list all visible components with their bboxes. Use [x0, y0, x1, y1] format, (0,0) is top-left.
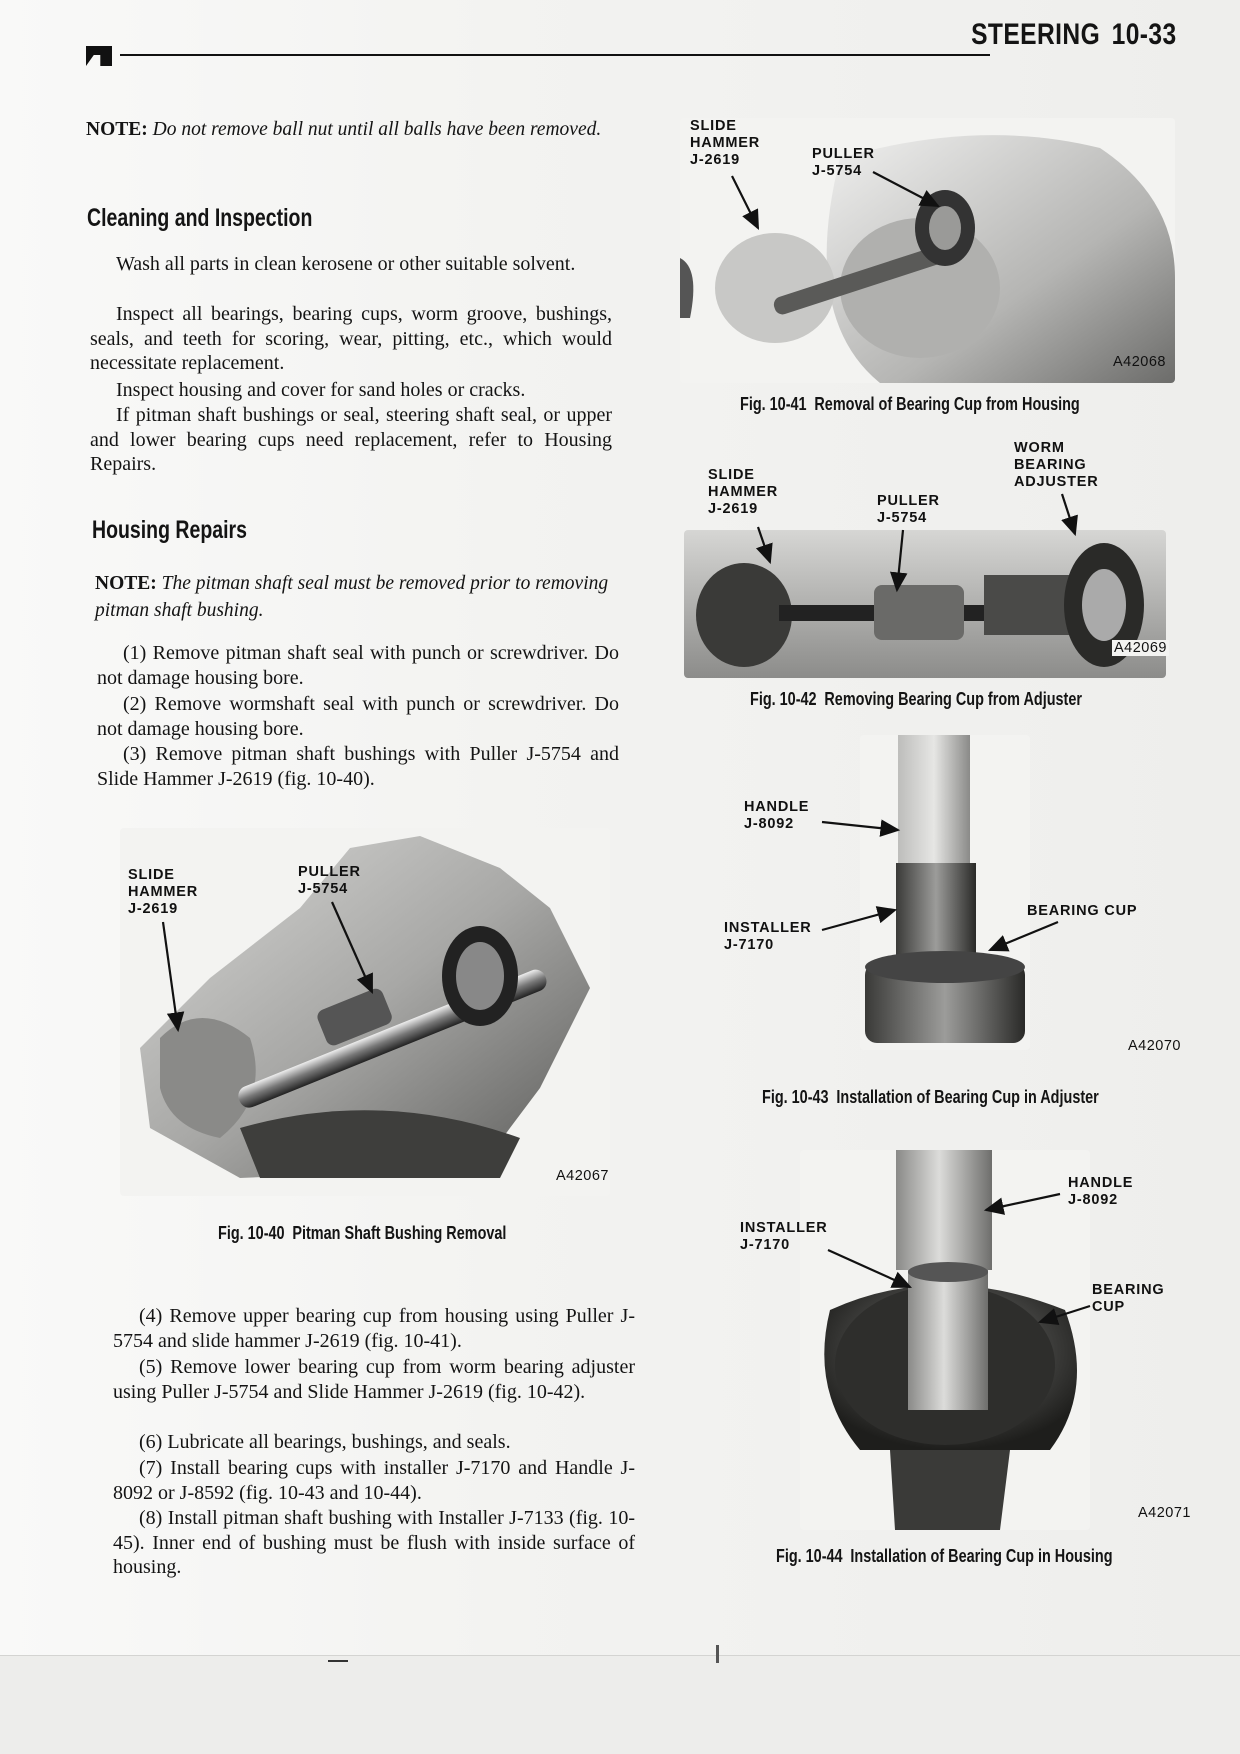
label-handle: HANDLE J-8092	[1068, 1175, 1134, 1208]
figure-10-44-photo	[800, 1150, 1090, 1530]
note-pitman	[95, 570, 620, 624]
figure-caption	[218, 1222, 506, 1244]
label-bearing-cup: BEARING CUP	[1092, 1282, 1165, 1315]
note-label: NOTE:	[95, 573, 157, 594]
paragraph: Inspect all bearings, bearing cups, worm groove, bushings, seals, and teeth for scoring, wear, pitting, etc., which would necessitate replacement.	[90, 303, 612, 374]
label-slide-hammer: SLIDE HAMMER J-2619	[690, 118, 761, 168]
note-label: NOTE:	[86, 119, 148, 140]
scan-mark	[328, 1660, 348, 1662]
note-text: Do not remove ball nut until all balls have been removed.	[152, 119, 602, 140]
step: (4) Remove upper bearing cup from housing using Puller J-5754 and slide hammer J-2619 (fig. 10-41).	[113, 1305, 635, 1352]
figure-title: Pitman Shaft Bushing Removal	[292, 1222, 507, 1243]
scan-mark	[716, 1645, 719, 1663]
step: (1) Remove pitman shaft seal with punch or screwdriver. Do not damage housing bore.	[97, 642, 619, 689]
page-header	[972, 18, 1177, 52]
label-handle: HANDLE J-8092	[744, 799, 810, 832]
figure-code: A42068	[1113, 354, 1166, 370]
figure-caption	[750, 688, 1082, 710]
figure-title: Removal of Bearing Cup from Housing	[814, 393, 1080, 414]
label-bearing-cup: BEARING CUP	[1027, 903, 1138, 919]
figure-number: Fig. 10-41	[740, 393, 807, 414]
figure-number: Fig. 10-42	[750, 688, 817, 709]
step: (5) Remove lower bearing cup from worm bearing adjuster using Puller J-5754 and Slide Hammer J-2619 (fig. 10-42).	[113, 1356, 635, 1403]
paragraph: Wash all parts in clean kerosene or other suitable solvent.	[116, 253, 576, 275]
label-worm-bearing-adjuster: WORM BEARING ADJUSTER	[1014, 440, 1099, 490]
figure-caption	[762, 1086, 1099, 1108]
section-title: STEERING	[971, 18, 1101, 51]
label-slide-hammer: SLIDE HAMMER J-2619	[128, 867, 199, 917]
figure-title: Installation of Bearing Cup in Adjuster	[836, 1086, 1099, 1107]
figure-code: A42067	[556, 1168, 609, 1184]
label-installer: INSTALLER J-7170	[740, 1220, 828, 1253]
figure-number: Fig. 10-43	[762, 1086, 829, 1107]
label-installer: INSTALLER J-7170	[724, 920, 812, 953]
label-slide-hammer: SLIDE HAMMER J-2619	[708, 467, 779, 517]
step: (2) Remove wormshaft seal with punch or screwdriver. Do not damage housing bore.	[97, 693, 619, 740]
scan-bottom-band	[0, 1655, 1240, 1754]
figure-caption	[740, 393, 1080, 415]
figure-10-43-photo	[860, 735, 1030, 1050]
figure-caption	[776, 1545, 1113, 1567]
step: (7) Install bearing cups with installer J-7170 and Handle J-8092 or J-8592 (fig. 10-43 and 10-44).	[113, 1457, 635, 1504]
paragraph: Inspect housing and cover for sand holes or cracks.	[116, 379, 526, 401]
figure-title: Installation of Bearing Cup in Housing	[850, 1545, 1113, 1566]
label-puller: PULLER J-5754	[298, 864, 361, 897]
header-rule	[120, 54, 990, 56]
figure-code: A42070	[1128, 1038, 1181, 1054]
note-text: The pitman shaft seal must be removed prior to removing pitman shaft bushing.	[95, 573, 609, 621]
label-puller: PULLER J-5754	[812, 146, 875, 179]
heading-housing: Housing Repairs	[92, 516, 247, 544]
figure-number: Fig. 10-40	[218, 1222, 285, 1243]
paragraph: If pitman shaft bushings or seal, steering shaft seal, or upper and lower bearing cups need replacement, refer to Housing Repairs.	[90, 404, 612, 475]
label-puller: PULLER J-5754	[877, 493, 940, 526]
figure-number: Fig. 10-44	[776, 1545, 843, 1566]
note-balls	[86, 116, 611, 143]
step: (6) Lubricate all bearings, bushings, and seals.	[139, 1431, 511, 1453]
figure-code: A42071	[1138, 1505, 1191, 1521]
step: (8) Install pitman shaft bushing with Installer J-7133 (fig. 10-45). Inner end of bushing must be flush with inside surface of housing.	[113, 1507, 635, 1578]
figure-code: A42069	[1114, 640, 1167, 656]
figure-10-42-photo	[684, 530, 1166, 678]
page-number: 10-33	[1112, 18, 1177, 51]
figure-title: Removing Bearing Cup from Adjuster	[824, 688, 1082, 709]
step: (3) Remove pitman shaft bushings with Puller J-5754 and Slide Hammer J-2619 (fig. 10-40).	[97, 743, 619, 790]
heading-cleaning: Cleaning and Inspection	[87, 204, 313, 232]
